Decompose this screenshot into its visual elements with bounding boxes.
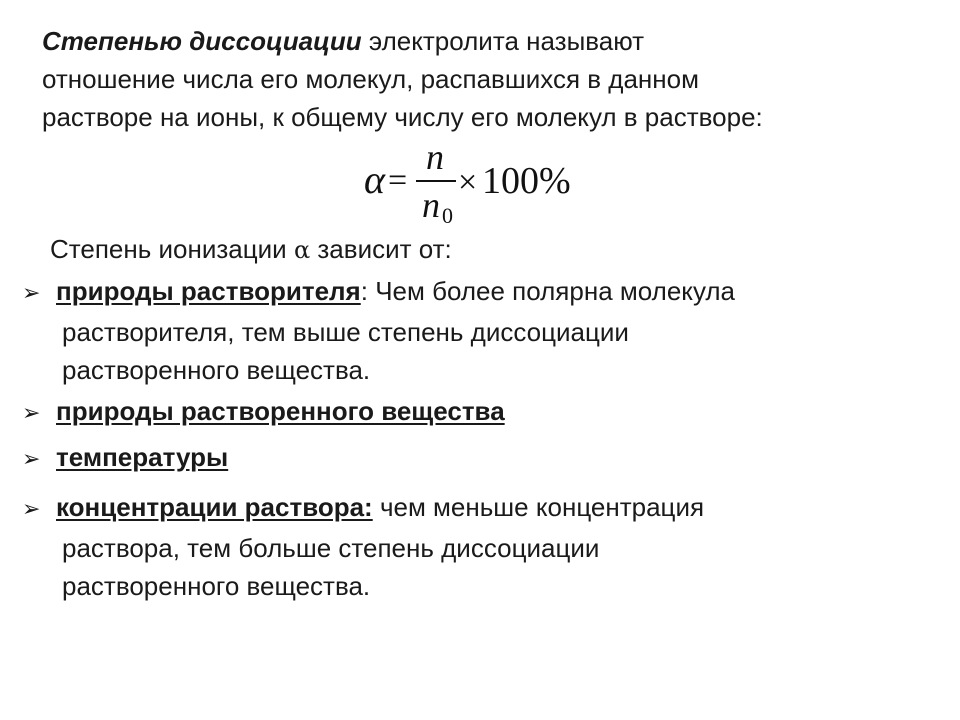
arrow-bullet-icon: ➢ bbox=[22, 497, 41, 522]
formula-equals: = bbox=[388, 162, 408, 199]
factor-item-solute bbox=[22, 392, 922, 433]
alpha-symbol: α bbox=[293, 236, 311, 264]
factor-text-line-2: раствора, тем больше степень диссоциации bbox=[62, 533, 600, 563]
factor-heading: природы растворенного вещества bbox=[56, 396, 505, 426]
factor-heading: природы растворителя bbox=[56, 276, 361, 306]
dissociation-formula bbox=[360, 137, 580, 228]
intro-line bbox=[50, 230, 452, 269]
formula-denominator-subscript: 0 bbox=[442, 203, 453, 228]
arrow-bullet-icon: ➢ bbox=[22, 447, 41, 472]
factor-text-line-2: растворителя, тем выше степень диссоциации bbox=[62, 317, 629, 347]
factor-item-solvent bbox=[22, 272, 922, 389]
formula-alpha: α bbox=[364, 157, 385, 202]
definition-term: Степенью диссоциации bbox=[42, 26, 362, 56]
definition-line-1 bbox=[42, 22, 942, 60]
formula-value: 100% bbox=[482, 160, 571, 202]
formula-denominator: n bbox=[422, 185, 440, 225]
definition-line-1-rest: электролита называют bbox=[361, 26, 645, 56]
factor-item-concentration bbox=[22, 488, 922, 605]
arrow-bullet-icon: ➢ bbox=[22, 401, 41, 426]
factor-text-line-1: Чем более полярна молекула bbox=[375, 276, 736, 306]
arrow-bullet-icon: ➢ bbox=[22, 281, 41, 306]
factor-text-line-1: чем меньше концентрация bbox=[372, 492, 705, 522]
intro-text-after: зависит от: bbox=[310, 234, 452, 264]
formula-numerator: n bbox=[426, 137, 444, 177]
factor-separator: : bbox=[360, 276, 376, 306]
intro-text-before: Степень ионизации bbox=[50, 234, 294, 264]
formula-times: × bbox=[458, 164, 478, 201]
definition-line-3: растворе на ионы, к общему числу его молекул в растворе: bbox=[42, 102, 763, 132]
factor-text-line-3: растворенного вещества. bbox=[62, 571, 371, 601]
formula-graphic bbox=[360, 137, 580, 228]
factor-heading: температуры bbox=[56, 442, 229, 472]
definition-line-2: отношение числа его молекул, распавшихся в данном bbox=[42, 64, 699, 94]
factor-item-temperature bbox=[22, 438, 922, 479]
factor-heading: концентрации раствора: bbox=[56, 492, 373, 522]
factor-text-line-3: растворенного вещества. bbox=[62, 355, 371, 385]
definition-paragraph bbox=[42, 22, 942, 136]
